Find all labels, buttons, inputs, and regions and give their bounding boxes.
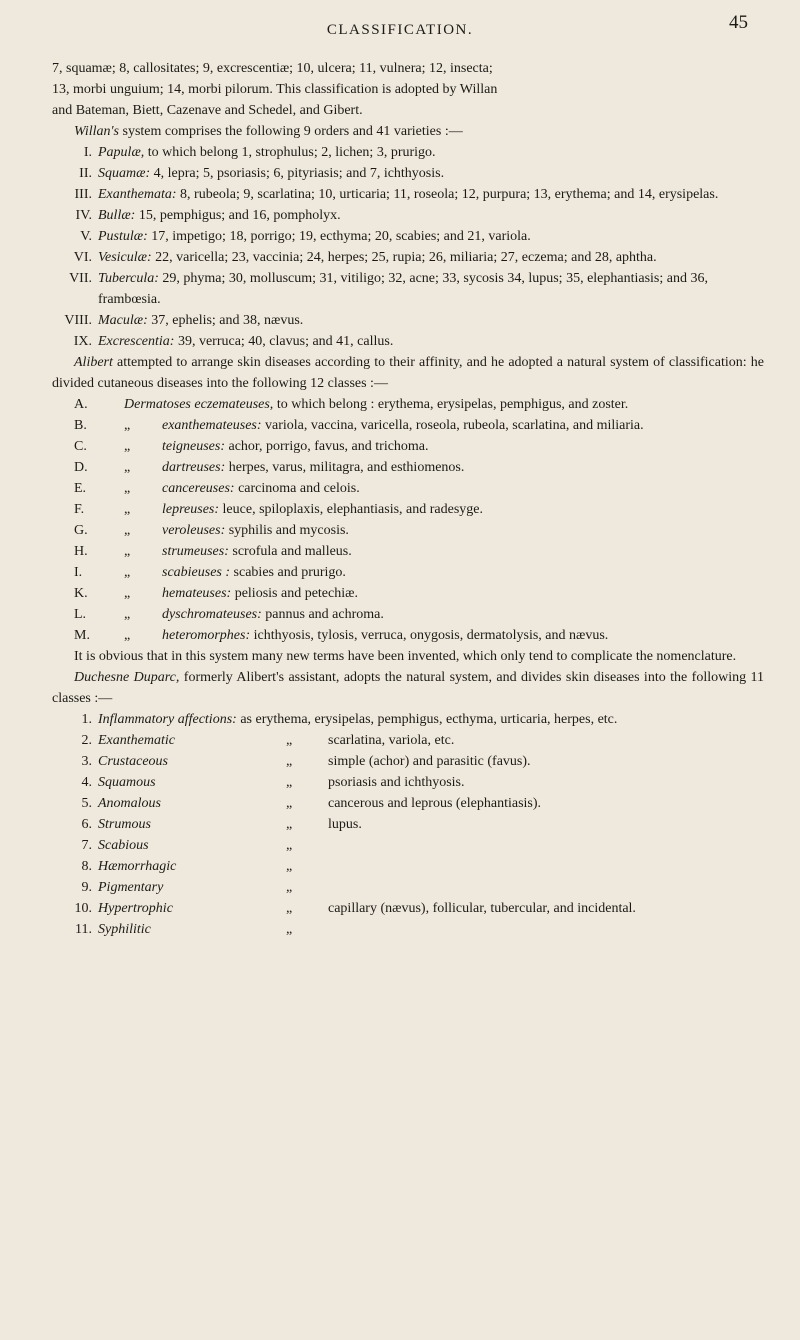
willan-intro: Willan's system comprises the following 9 orders and 41 varieties :— [74,124,463,139]
class-item: 1. Inflammatory affections: as erythema, erysipelas, pemphigus, ecthyma, urticaria, herpes, etc. [81,712,618,727]
author-name: Alibert [74,355,113,370]
page-body [52,58,764,940]
class-item: D. „ dartreuses: herpes, varus, militagra, and esthiomenos. [74,460,465,475]
intro-line: and Bateman, Biett, Cazenave and Schedel, and Gibert. [52,103,363,118]
page-number: 45 [729,12,748,33]
duchesne-classes [52,709,764,940]
class-item: 2. Exanthematic „ scarlatina, variola, etc. [81,733,455,748]
willan-orders [52,142,764,352]
order-item: VII. Tubercula: 29, phyma; 30, molluscum; 31, vitiligo; 32, acne; 33, sycosis 34, lupus; 35, elephantiasis; and 36, frambœsia. [69,271,708,307]
order-item: V. Pustulæ: 17, impetigo; 18, porrigo; 19, ecthyma; 20, scabies; and 21, variola. [80,229,531,244]
class-item: A. Dermatoses eczemateuses, to which belong : erythema, erysipelas, pemphigus, and zoster. [74,397,629,412]
class-item: G. „ veroleuses: syphilis and mycosis. [74,523,349,538]
class-item: 5. Anomalous „ cancerous and leprous (elephantiasis). [81,796,542,811]
class-item: L. „ dyschromateuses: pannus and achroma. [74,607,384,622]
intro-line: 7, squamæ; 8, callositates; 9, excrescentiæ; 10, ulcera; 11, vulnera; 12, insecta; [52,61,493,76]
class-item: 7. Scabious „ [81,838,293,853]
author-name: Duchesne Duparc, [74,670,180,685]
alibert-intro: Alibert attempted to arrange skin diseases according to their affinity, and he adopted a natural system of classification: he divided cutaneous diseases into the following 12 classes :— [52,355,764,391]
duchesne-intro: Duchesne Duparc, formerly Alibert's assistant, adopts the natural system, and divides skin diseases into the following 11 classes :— [52,670,764,706]
class-item: 8. Hæmorrhagic „ [81,859,293,874]
class-item: 9. Pigmentary „ [81,880,293,895]
running-title: CLASSIFICATION. [326,22,474,38]
intro-line: 13, morbi unguium; 14, morbi pilorum. This classification is adopted by Willan [52,82,498,97]
order-item: II. Squamæ: 4, lepra; 5, psoriasis; 6, pityriasis; and 7, ichthyosis. [79,166,445,181]
class-item: B. „ exanthemateuses: variola, vaccina, varicella, roseola, rubeola, scarlatina, and miliaria. [74,418,644,433]
class-item: H. „ strumeuses: scrofula and malleus. [74,544,352,559]
remark-paragraph: It is obvious that in this system many new terms have been invented, which only tend to complicate the nomenclature. [74,649,737,664]
page-header [0,12,800,48]
order-item: III. Exanthemata: 8, rubeola; 9, scarlatina; 10, urticaria; 11, roseola; 12, purpura; 13, erythema; and 14, erysipelas. [74,187,719,202]
class-item: M. „ heteromorphes: ichthyosis, tylosis, verruca, onygosis, dermatolysis, and nævus. [74,628,609,643]
class-item: I. „ scabieuses : scabies and prurigo. [74,565,346,580]
class-item: K. „ hemateuses: peliosis and petechiæ. [74,586,358,601]
alibert-classes [52,394,764,646]
class-item: 10. Hypertrophic „ capillary (nævus), follicular, tubercular, and incidental. [74,901,636,916]
class-item: E. „ cancereuses: carcinoma and celois. [74,481,360,496]
class-item: 11. Syphilitic „ [75,922,293,937]
class-item: C. „ teigneuses: achor, porrigo, favus, and trichoma. [74,439,429,454]
class-item: 3. Crustaceous „ simple (achor) and parasitic (favus). [81,754,531,769]
order-item: VI. Vesiculæ: 22, varicella; 23, vaccinia; 24, herpes; 25, rupia; 26, miliaria; 27, eczema; and 28, aphtha. [73,250,657,265]
class-item: 6. Strumous „ lupus. [81,817,362,832]
author-name: Willan's [74,124,120,139]
order-item: IX. Excrescentia: 39, verruca; 40, clavus; and 41, callus. [73,334,394,349]
class-item: F. „ lepreuses: leuce, spiloplaxis, elephantiasis, and radesyge. [74,502,484,517]
class-item: 4. Squamous „ psoriasis and ichthyosis. [81,775,465,790]
order-item: VIII. Maculæ: 37, ephelis; and 38, nævus. [64,313,304,328]
order-item: IV. Bullæ: 15, pemphigus; and 16, pompholyx. [75,208,341,223]
order-item: I. Papulæ, to which belong 1, strophulus; 2, lichen; 3, prurigo. [83,145,436,160]
